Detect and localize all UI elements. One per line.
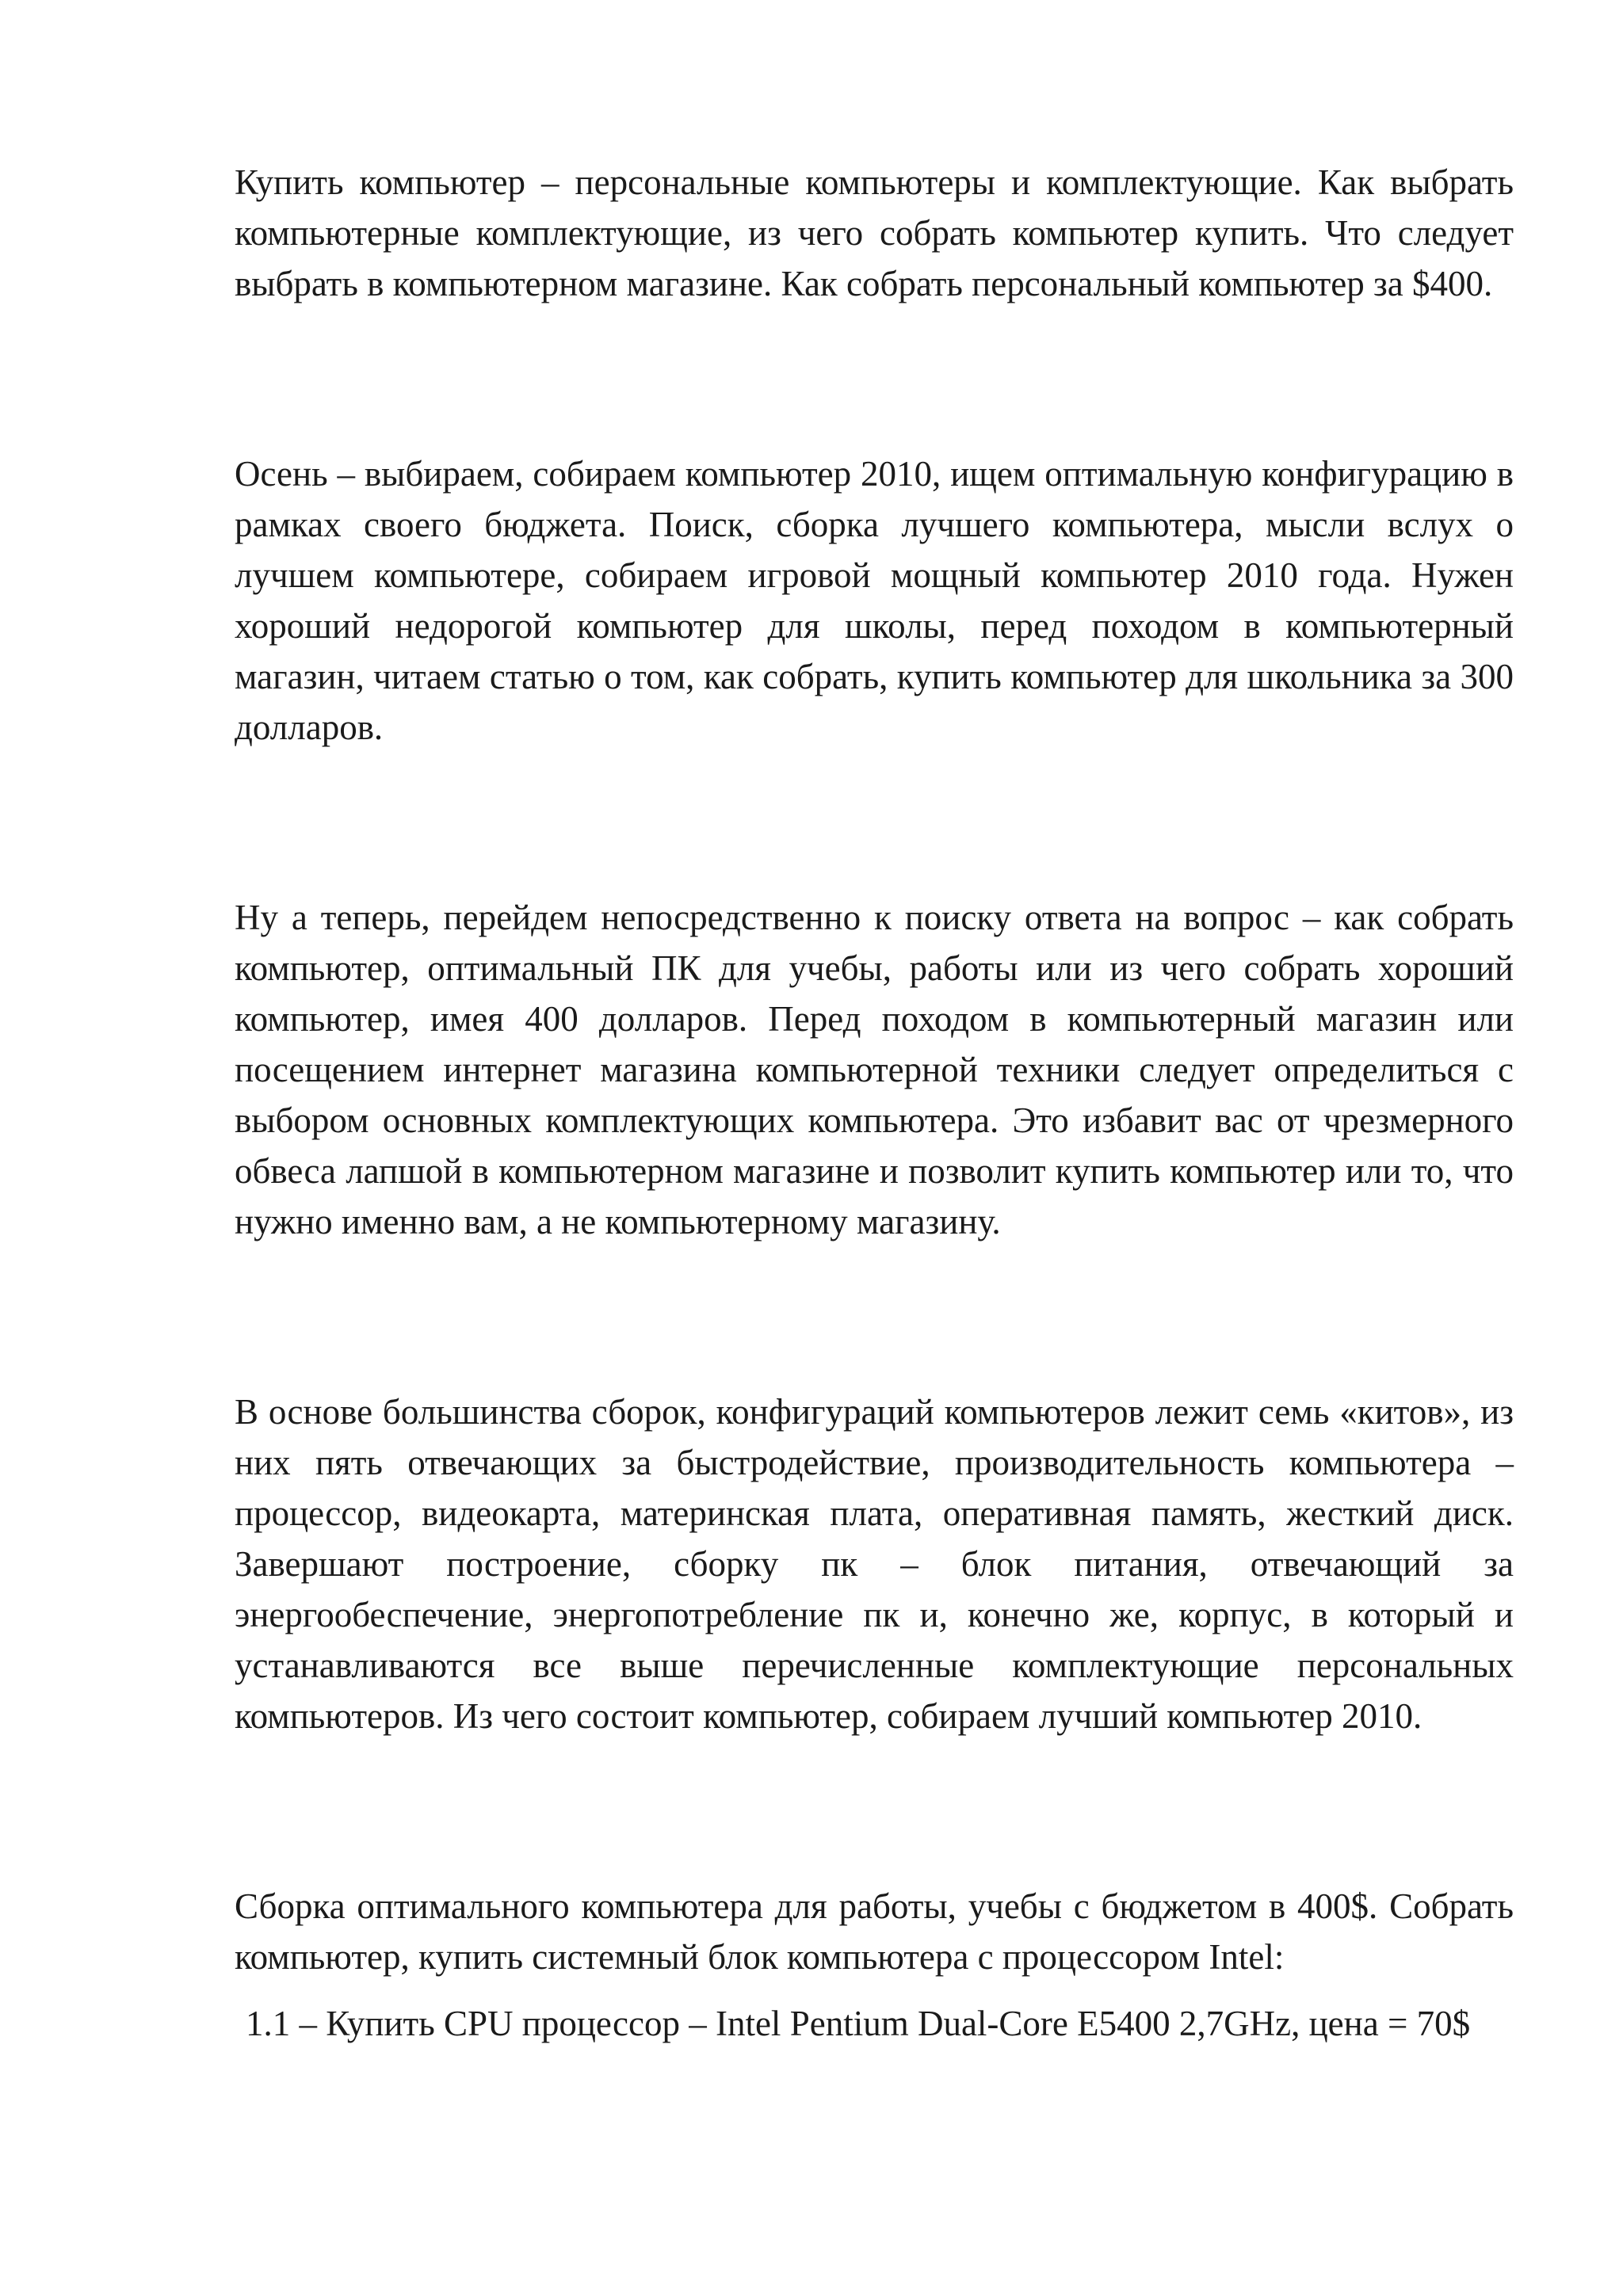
paragraph-build: Сборка оптимального компьютера для работы, учебы с бюджетом в 400$. Собрать компьютер, купить системный блок компьютера с процессором Intel:	[235, 1886, 1514, 1977]
paragraph-components: В основе большинства сборок, конфигураций компьютеров лежит семь «китов», из них пять отвечающих за быстродействие, производительность компьютера – процессор, видеокарта, материнская плата, оперативная память, жесткий диск. Завершают построение, сборку пк – блок питания, отвечающий за энергообеспечение, энергопотребление пк и, конечно же, корпус, в который и устанавливаются все выше перечисленные комплектующие персональных компьютеров. Из чего состоит компьютер, собираем лучший компьютер 2010.	[235, 1392, 1514, 1736]
paragraph-spacer	[235, 1741, 1514, 1881]
document-body	[235, 157, 1514, 2049]
paragraph-spacer	[235, 753, 1514, 892]
list-spacer	[235, 1982, 1514, 1998]
paragraph-spacer	[235, 1247, 1514, 1386]
paragraph-spacer	[235, 309, 1514, 448]
list-item-cpu: 1.1 – Купить CPU процессор – Intel Pentium Dual-Core E5400 2,7GHz, цена = 70$	[246, 2004, 1471, 2043]
paragraph-autumn: Осень – выбираем, собираем компьютер 2010, ищем оптимальную конфигурацию в рамках своего бюджета. Поиск, сборка лучшего компьютера, мысли вслух о лучшем компьютере, собираем игровой мощный компьютер 2010 года. Нужен хороший недорогой компьютер для школы, перед походом в компьютерный магазин, читаем статью о том, как собрать, купить компьютер для школьника за 300 долларов.	[235, 454, 1514, 747]
paragraph-search: Ну а теперь, перейдем непосредственно к поиску ответа на вопрос – как собрать компьютер, оптимальный ПК для учебы, работы или из чего собрать хороший компьютер, имея 400 долларов. Перед походом в компьютерный магазин или посещением интернет магазина компьютерной техники следует определиться с выбором основных комплектующих компьютера. Это избавит вас от чрезмерного обвеса лапшой в компьютерном магазине и позволит купить компьютер или то, что нужно именно вам, а не компьютерному магазину.	[235, 898, 1514, 1241]
paragraph-intro: Купить компьютер – персональные компьютеры и комплектующие. Как выбрать компьютерные комплектующие, из чего собрать компьютер купить. Что следует выбрать в компьютерном магазине. Как собрать персональный компьютер за $400.	[235, 162, 1514, 303]
